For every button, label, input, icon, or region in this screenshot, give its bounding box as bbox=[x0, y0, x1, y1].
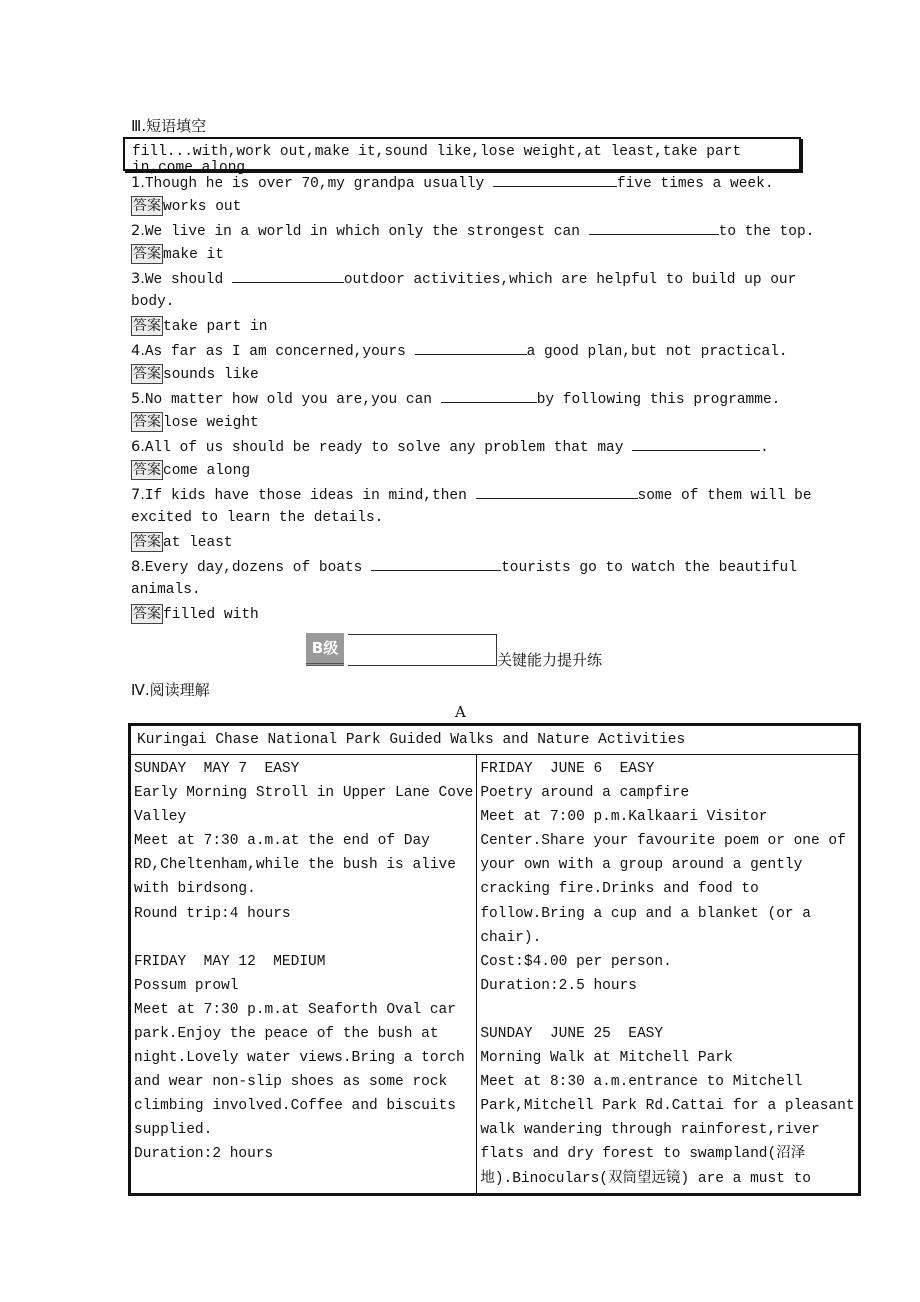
question-number: 5. bbox=[131, 391, 145, 407]
question-text: We live in a world in which only the strongest can bbox=[144, 224, 589, 240]
answer-line bbox=[131, 412, 259, 433]
phrase-bank-text: fill...with,work out,make it,sound like,lose weight,at least,take part in,come along bbox=[132, 144, 742, 176]
question-text: If kids have those ideas in mind,then bbox=[144, 488, 476, 504]
question-text-after: tourists go to watch the beautiful bbox=[501, 560, 797, 576]
activity-entry bbox=[480, 1022, 854, 1191]
answer-tag: 答案 bbox=[133, 318, 161, 334]
activity-line: Possum prowl bbox=[134, 977, 239, 994]
question-text: We should bbox=[144, 272, 232, 288]
phrase-bank-box bbox=[123, 137, 801, 176]
question-number: 2. bbox=[131, 223, 145, 239]
answer-tag: 答案 bbox=[133, 534, 161, 550]
question-text: Though he is over 70,my grandpa usually bbox=[144, 176, 493, 192]
activity-line: Meet at 7:00 p.m.Kalkaari Visitor bbox=[480, 809, 768, 826]
activity-date: FRIDAY JUNE 6 EASY bbox=[480, 761, 655, 777]
question-number: 3. bbox=[131, 271, 145, 287]
level-b-banner bbox=[306, 633, 603, 669]
answer-text: sounds like bbox=[163, 367, 259, 383]
activity-line: Morning Walk at Mitchell Park bbox=[480, 1050, 733, 1067]
answer-text: come along bbox=[163, 463, 251, 479]
question-text-after: five times a week. bbox=[616, 176, 774, 192]
answer-line bbox=[131, 244, 224, 265]
question-continuation: animals. bbox=[131, 582, 201, 598]
table-title: Kuringai Chase National Park Guided Walks and Nature Activities bbox=[130, 725, 860, 755]
level-b-bar bbox=[348, 634, 497, 666]
question-number: 6. bbox=[131, 439, 145, 455]
answer-line bbox=[131, 316, 267, 337]
exercise-question bbox=[131, 556, 797, 578]
question-number: 7. bbox=[131, 487, 145, 503]
activity-line: climbing involved.Coffee and biscuits bbox=[134, 1098, 456, 1115]
question-number: 8. bbox=[131, 559, 145, 575]
question-continuation: excited to learn the details. bbox=[131, 510, 384, 526]
exercise-question bbox=[131, 172, 774, 194]
passage-label: A bbox=[455, 703, 466, 721]
activity-line: follow.Bring a cup and a blanket (or a bbox=[480, 905, 812, 922]
exercise-question bbox=[131, 220, 814, 242]
activity-line: Park,Mitchell Park Rd.Cattai for a pleasant bbox=[480, 1098, 855, 1115]
answer-tag: 答案 bbox=[133, 606, 161, 622]
activity-line: Early Morning Stroll in Upper Lane Cove bbox=[134, 785, 474, 802]
answer-tag: 答案 bbox=[133, 246, 161, 262]
answer-blank bbox=[371, 556, 501, 571]
answer-line bbox=[131, 460, 250, 481]
question-text-after: a good plan,but not practical. bbox=[526, 344, 788, 360]
activity-line: Round trip:4 hours bbox=[134, 905, 291, 922]
question-text-after: by following this programme. bbox=[536, 392, 781, 408]
question-text-after: . bbox=[760, 440, 769, 456]
answer-text: works out bbox=[163, 199, 242, 215]
answer-blank bbox=[232, 268, 344, 283]
activity-line: Cost:$4.00 per person. bbox=[480, 953, 672, 970]
activity-line: Meet at 8:30 a.m.entrance to Mitchell bbox=[480, 1074, 803, 1091]
answer-blank bbox=[493, 172, 617, 187]
activity-line: cracking fire.Drinks and food to bbox=[480, 881, 759, 898]
question-text: As far as I am concerned,yours bbox=[144, 344, 415, 360]
question-text-after: outdoor activities,which are helpful to build up our bbox=[343, 272, 797, 288]
activity-entry bbox=[134, 950, 473, 1167]
level-b-caption: 关键能力提升练 bbox=[497, 651, 603, 669]
activity-line: with birdsong. bbox=[134, 881, 256, 898]
question-text-after: to the top. bbox=[718, 224, 815, 240]
activity-line: Meet at 7:30 a.m.at the end of Day bbox=[134, 833, 430, 850]
activity-line: and wear non-slip shoes as some rock bbox=[134, 1074, 448, 1091]
activity-entry bbox=[134, 757, 473, 926]
left-column bbox=[130, 755, 477, 1195]
activity-date: SUNDAY JUNE 25 EASY bbox=[480, 1025, 664, 1042]
activity-line: RD,Cheltenham,while the bush is alive bbox=[134, 857, 456, 874]
activity-line: park.Enjoy the peace of the bush at bbox=[134, 1025, 439, 1042]
answer-text: make it bbox=[163, 247, 224, 263]
answer-line bbox=[131, 604, 259, 625]
question-text: Every day,dozens of boats bbox=[144, 560, 372, 576]
answer-tag: 答案 bbox=[133, 414, 161, 430]
activity-line: Duration:2 hours bbox=[134, 1146, 274, 1163]
answer-blank bbox=[441, 388, 537, 403]
activity-line: Center.Share your favourite poem or one of bbox=[480, 833, 846, 850]
activity-line: night.Lovely water views.Bring a torch bbox=[134, 1050, 465, 1067]
section-4-heading: Ⅳ.阅读理解 bbox=[131, 681, 210, 699]
section-3-heading: Ⅲ.短语填空 bbox=[131, 117, 207, 135]
answer-text: take part in bbox=[163, 319, 268, 335]
answer-line bbox=[131, 364, 259, 385]
answer-text: lose weight bbox=[163, 415, 259, 431]
activity-line: Duration:2.5 hours bbox=[480, 977, 637, 994]
question-number: 4. bbox=[131, 343, 145, 359]
activity-line: your own with a group around a gently bbox=[480, 857, 803, 874]
question-continuation: body. bbox=[131, 294, 175, 310]
exercise-question bbox=[131, 268, 796, 290]
activity-line: chair). bbox=[480, 929, 542, 946]
activity-date: FRIDAY MAY 12 MEDIUM bbox=[134, 953, 326, 970]
activity-line: supplied. bbox=[134, 1122, 213, 1139]
answer-blank bbox=[632, 436, 760, 451]
right-column bbox=[477, 755, 859, 1195]
answer-line bbox=[131, 532, 233, 553]
activity-line: Valley bbox=[134, 809, 187, 826]
exercise-question bbox=[131, 436, 769, 458]
activity-entry bbox=[480, 757, 854, 998]
exercise-question bbox=[131, 484, 812, 506]
level-b-badge: B级 bbox=[306, 633, 344, 666]
activity-line: 地).Binoculars(双筒望远镜) are a must to bbox=[480, 1170, 811, 1187]
question-text: All of us should be ready to solve any problem that may bbox=[144, 440, 633, 456]
answer-tag: 答案 bbox=[133, 198, 161, 214]
answer-tag: 答案 bbox=[133, 462, 161, 478]
answer-blank bbox=[589, 220, 719, 235]
activity-line: walk wandering through rainforest,river bbox=[480, 1122, 820, 1139]
activities-table bbox=[128, 723, 861, 1196]
answer-text: filled with bbox=[163, 607, 259, 623]
exercise-question bbox=[131, 388, 780, 410]
answer-blank bbox=[415, 340, 527, 355]
activity-line: Meet at 7:30 p.m.at Seaforth Oval car bbox=[134, 1001, 456, 1018]
question-text-after: some of them will be bbox=[637, 488, 812, 504]
answer-text: at least bbox=[163, 535, 233, 551]
question-number: 1. bbox=[131, 175, 145, 191]
activity-line: Poetry around a campfire bbox=[480, 785, 690, 802]
activity-line: flats and dry forest to swampland(沼泽 bbox=[480, 1146, 806, 1163]
exercise-question bbox=[131, 340, 788, 362]
answer-blank bbox=[476, 484, 638, 499]
answer-tag: 答案 bbox=[133, 366, 161, 382]
answer-line bbox=[131, 196, 241, 217]
question-text: No matter how old you are,you can bbox=[144, 392, 441, 408]
activity-date: SUNDAY MAY 7 EASY bbox=[134, 761, 300, 777]
